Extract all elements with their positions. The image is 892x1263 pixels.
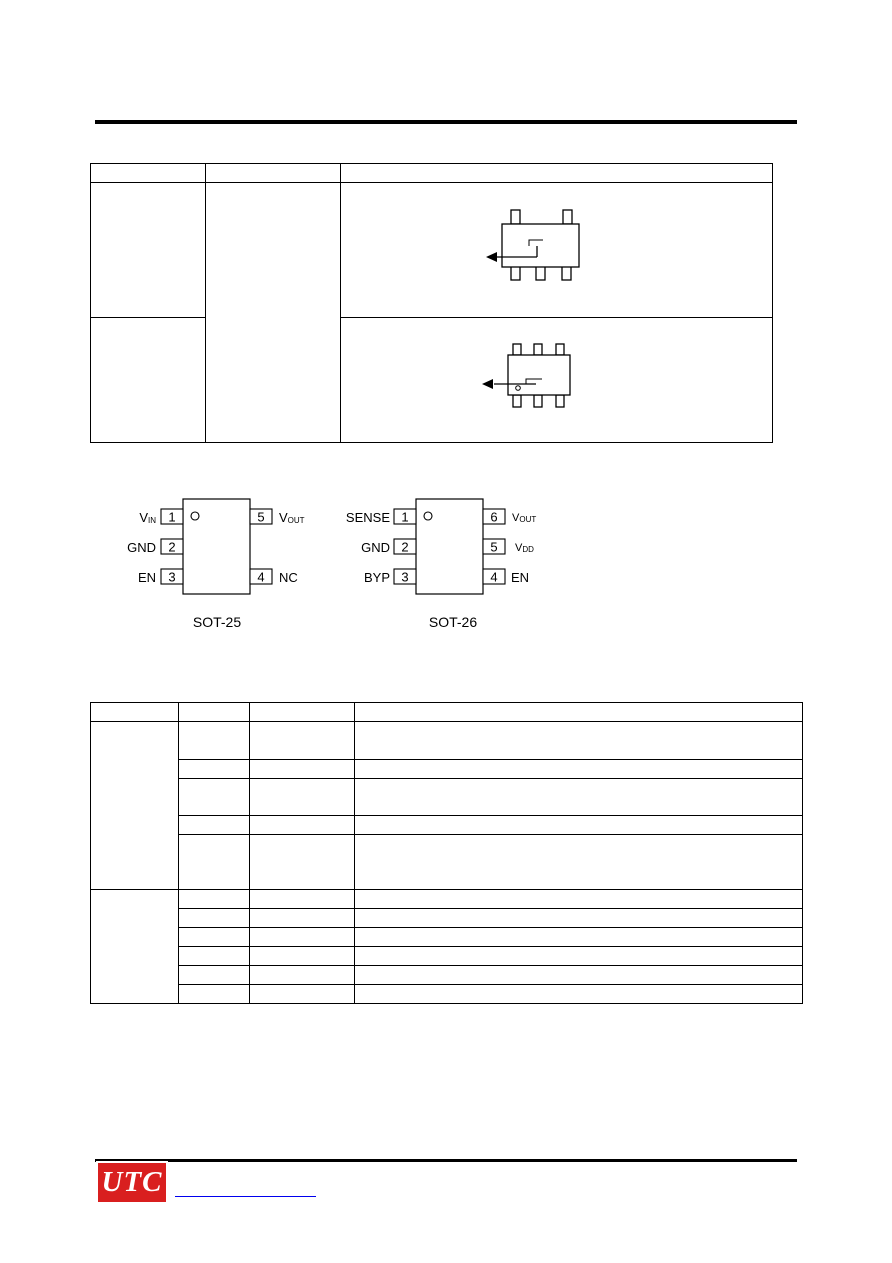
table-row	[91, 779, 803, 816]
table-row	[91, 985, 803, 1004]
pin-number: 2	[401, 539, 409, 555]
pin-label-en: EN	[511, 570, 530, 585]
pin-description-header	[91, 703, 803, 722]
sot26-marking-diagram	[341, 318, 771, 437]
package-name: SOT-25	[192, 614, 242, 630]
table-row	[91, 928, 803, 947]
pin-description-table	[90, 702, 803, 1004]
table-row	[91, 966, 803, 985]
marking-table	[90, 163, 773, 443]
marking-table-header	[91, 164, 773, 183]
pin-label-vout: VOUT	[279, 510, 305, 525]
pin-number: 3	[168, 569, 176, 585]
table-row	[91, 890, 803, 909]
marking-row-sot25	[91, 183, 773, 318]
table-row	[91, 722, 803, 760]
pin-label-byp: BYP	[363, 570, 390, 585]
table-row	[91, 947, 803, 966]
pin-label-vin: VIN	[139, 510, 156, 525]
table-row	[91, 909, 803, 928]
pin-label-gnd: GND	[361, 540, 390, 555]
package-name: SOT-26	[428, 614, 478, 630]
pin-number: 4	[257, 569, 265, 585]
footer-rule	[95, 1159, 797, 1162]
sot25-pinout	[127, 499, 305, 630]
pin-number: 5	[257, 509, 265, 525]
pin-label-en: EN	[137, 570, 156, 585]
pin-number: 1	[168, 509, 176, 525]
pin-number: 2	[168, 539, 176, 555]
table-row	[91, 760, 803, 779]
pin-number: 3	[401, 569, 409, 585]
pin-number: 1	[401, 509, 409, 525]
header-rule	[95, 120, 797, 124]
table-row	[91, 835, 803, 890]
pin-configuration-diagrams	[0, 480, 892, 640]
pin-number: 6	[490, 509, 498, 525]
utc-logo: UTC	[96, 1161, 168, 1204]
table-row	[91, 816, 803, 835]
pin-label-vout: VOUT	[512, 512, 537, 524]
pin-number: 5	[490, 539, 498, 555]
pin-label-nc: NC	[279, 570, 298, 585]
sot25-marking-diagram	[341, 183, 771, 312]
sot26-pinout	[346, 499, 536, 630]
marking-row-sot26	[91, 318, 773, 443]
footer-website-link[interactable]	[175, 1196, 316, 1197]
pin-number: 4	[490, 569, 498, 585]
pin-label-vdd: VDD	[515, 542, 534, 554]
pin-label-gnd: GND	[127, 540, 156, 555]
pin-label-sense: SENSE	[345, 510, 390, 525]
